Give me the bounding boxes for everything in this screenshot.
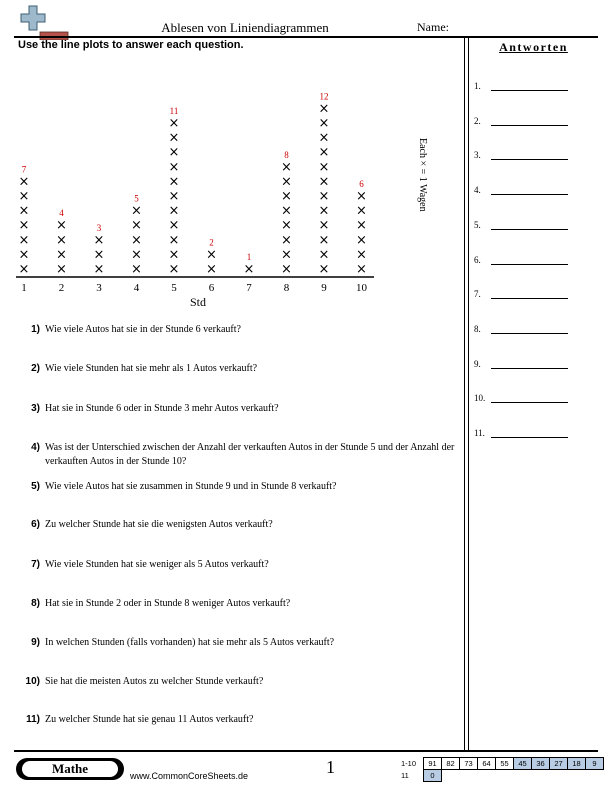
plot-x-mark: × xyxy=(318,145,330,161)
question-text: Hat sie in Stunde 2 oder in Stunde 8 weniger Autos verkauft? xyxy=(45,598,291,609)
plot-x-mark: × xyxy=(356,232,367,248)
plot-x-mark: × xyxy=(18,232,30,248)
answer-blank[interactable] xyxy=(491,368,568,369)
plot-x-mark: × xyxy=(356,247,367,263)
answer-row xyxy=(474,289,594,309)
count-label: 1 xyxy=(246,252,252,262)
name-label: Name: xyxy=(417,20,449,34)
plot-x-mark: × xyxy=(168,174,180,190)
score-table xyxy=(399,757,604,782)
question-number: 8) xyxy=(31,598,40,609)
answer-blank[interactable] xyxy=(491,298,568,299)
count-label: 6 xyxy=(359,179,364,189)
x-tick-label: 1 xyxy=(21,282,27,294)
x-tick-label: 9 xyxy=(321,282,327,294)
plot-x-mark: × xyxy=(131,203,142,219)
score-row-label: 11 xyxy=(401,771,409,780)
plot-x-mark: × xyxy=(168,218,180,234)
answer-blank[interactable] xyxy=(491,333,568,334)
plot-x-mark: × xyxy=(206,262,217,277)
count-label: 8 xyxy=(284,149,289,160)
plot-x-mark: × xyxy=(318,101,330,117)
question-number: 3) xyxy=(31,403,40,414)
count-label: 7 xyxy=(21,164,27,175)
plot-x-mark: × xyxy=(56,232,67,248)
answer-column-divider xyxy=(464,37,465,750)
plot-x-mark: × xyxy=(168,116,180,131)
answer-number: 11. xyxy=(474,428,485,438)
question-text: Zu welcher Stunde hat sie die wenigsten Autos verkauft? xyxy=(45,519,273,530)
plot-x-mark: × xyxy=(318,174,330,190)
question-text: In welchen Stunden (falls vorhanden) hat sie mehr als 5 Autos verkauft? xyxy=(45,637,335,648)
plot-x-mark: × xyxy=(18,174,30,190)
score-row xyxy=(399,758,604,770)
plot-key: Each × = 1 Wagen xyxy=(417,138,428,212)
plot-x-mark: × xyxy=(131,247,142,263)
question-text: Wie viele Autos hat sie in der Stunde 6 verkauft? xyxy=(45,324,241,335)
plot-x-mark: × xyxy=(281,174,292,190)
score-cell: 9 xyxy=(586,758,604,770)
score-cell: 18 xyxy=(568,758,586,770)
answer-blank[interactable] xyxy=(491,229,568,230)
answer-number: 1. xyxy=(474,81,481,91)
plot-x-mark: × xyxy=(18,218,30,234)
plot-x-mark: × xyxy=(56,218,67,234)
plot-x-mark: × xyxy=(318,247,330,263)
answer-number: 6. xyxy=(474,254,481,265)
question-number: 5) xyxy=(31,481,40,492)
plot-x-mark: × xyxy=(206,247,217,263)
score-row-label: 1-10 xyxy=(401,759,417,768)
question-text: Wie viele Stunden hat sie mehr als 1 Autos verkauft? xyxy=(45,363,258,374)
plot-x-mark: × xyxy=(281,189,292,204)
plot-x-mark: × xyxy=(281,262,292,277)
score-cell: 55 xyxy=(496,758,514,770)
question-number: 9) xyxy=(31,637,40,648)
page-number: 1 xyxy=(326,757,335,777)
subject-label: Mathe xyxy=(22,761,118,777)
plot-x-mark: × xyxy=(93,247,105,263)
x-tick-label: 8 xyxy=(283,282,290,294)
plot-x-mark: × xyxy=(18,203,30,219)
plot-x-mark: × xyxy=(18,262,30,277)
question-text: Wie viele Stunden hat sie weniger als 5 Autos verkauft? xyxy=(45,559,269,570)
count-label: 3 xyxy=(96,222,102,233)
x-tick-label: 10 xyxy=(356,282,367,294)
page-title: Ablesen von Liniendiagrammen xyxy=(161,20,329,35)
x-tick-label: 4 xyxy=(133,282,140,294)
score-cell: 27 xyxy=(550,758,568,770)
plot-x-mark: × xyxy=(243,262,255,277)
footer-divider xyxy=(14,750,598,752)
plot-x-mark: × xyxy=(318,130,330,146)
question-number: 10) xyxy=(25,676,40,687)
line-plot xyxy=(0,80,460,320)
plot-x-mark: × xyxy=(93,262,105,277)
plot-x-mark: × xyxy=(18,247,30,263)
answer-row xyxy=(474,150,594,170)
x-tick-label: 3 xyxy=(96,282,102,294)
plot-x-mark: × xyxy=(131,232,142,248)
x-tick-label: 7 xyxy=(246,282,252,294)
plot-x-mark: × xyxy=(56,262,67,277)
score-cell: 45 xyxy=(514,758,532,770)
plot-x-mark: × xyxy=(318,218,330,234)
site-url: www.CommonCoreSheets.de xyxy=(130,771,249,781)
answer-number: 10. xyxy=(474,393,486,404)
plot-x-mark: × xyxy=(281,203,292,219)
count-label: 2 xyxy=(209,237,214,248)
count-label: 4 xyxy=(59,208,64,219)
plot-x-mark: × xyxy=(93,232,105,248)
plot-x-mark: × xyxy=(356,262,367,277)
answer-blank[interactable] xyxy=(491,264,568,265)
score-cell: 36 xyxy=(532,758,550,770)
plot-x-mark: × xyxy=(318,159,330,175)
x-tick-label: 2 xyxy=(58,282,65,294)
question-text: Sie hat die meisten Autos zu welcher Stunde verkauft? xyxy=(45,676,264,687)
question-number: 7) xyxy=(31,559,40,570)
answer-blank[interactable] xyxy=(491,402,568,403)
plot-x-mark: × xyxy=(318,203,330,219)
answer-column-divider-inner xyxy=(468,37,469,750)
plot-x-mark: × xyxy=(281,232,292,248)
plot-x-mark: × xyxy=(281,247,292,263)
plot-x-mark: × xyxy=(356,203,367,219)
answer-row xyxy=(474,428,594,448)
plot-x-mark: × xyxy=(168,232,180,248)
answer-row xyxy=(474,116,594,136)
plot-x-mark: × xyxy=(168,247,180,263)
answer-row xyxy=(474,255,594,275)
answer-row xyxy=(474,393,594,413)
plot-x-mark: × xyxy=(281,159,292,175)
plot-x-mark: × xyxy=(168,145,180,161)
count-label: 5 xyxy=(134,193,139,204)
plot-x-mark: × xyxy=(318,189,330,204)
plot-x-mark: × xyxy=(18,189,30,204)
question-number: 11) xyxy=(26,714,40,725)
answer-blank[interactable] xyxy=(491,194,568,195)
answer-number: 5. xyxy=(474,219,481,230)
answer-number: 3. xyxy=(474,150,481,161)
score-cell: 91 xyxy=(424,758,442,770)
plot-x-mark: × xyxy=(168,189,180,204)
answer-blank[interactable] xyxy=(491,125,568,126)
answer-number: 9. xyxy=(474,358,481,369)
plot-x-mark: × xyxy=(168,203,180,219)
x-tick-label: 5 xyxy=(171,282,177,294)
answer-blank[interactable] xyxy=(491,159,568,160)
score-cell: 82 xyxy=(442,758,460,770)
answer-row xyxy=(474,185,594,205)
question-number: 2) xyxy=(31,363,40,374)
answer-number: 7. xyxy=(474,289,481,300)
x-tick-label: 6 xyxy=(208,282,215,294)
answers-heading: Antworten xyxy=(499,40,568,54)
answer-blank[interactable] xyxy=(491,90,568,91)
plot-x-mark: × xyxy=(356,189,367,204)
question-text: Was ist der Unterschied zwischen der Anzahl der verkauften Autos in der Stunde 5 und der Anzahl der verkauften Autos in der Stunde 10? xyxy=(45,442,455,467)
question-number: 1) xyxy=(31,324,40,335)
instructions: Use the line plots to answer each question. xyxy=(18,39,244,51)
plot-x-mark: × xyxy=(56,247,67,263)
answer-blank[interactable] xyxy=(491,437,568,438)
score-cell: 64 xyxy=(478,758,496,770)
plot-x-mark: × xyxy=(318,262,330,277)
score-cell: 0 xyxy=(424,770,442,782)
question-number: 4) xyxy=(31,442,40,453)
question-text: Wie viele Autos hat sie zusammen in Stunde 9 und in Stunde 8 verkauft? xyxy=(45,481,337,492)
answer-row xyxy=(474,324,594,344)
question-text: Hat sie in Stunde 6 oder in Stunde 3 mehr Autos verkauft? xyxy=(45,403,279,414)
score-row xyxy=(399,770,604,782)
plot-x-mark: × xyxy=(131,218,142,234)
plot-x-mark: × xyxy=(318,116,330,131)
count-label: 12 xyxy=(319,91,329,102)
question-text: Zu welcher Stunde hat sie genau 11 Autos verkauft? xyxy=(45,714,254,725)
plot-x-mark: × xyxy=(281,218,292,234)
plot-x-mark: × xyxy=(168,262,180,277)
answer-number: 2. xyxy=(474,115,481,126)
plot-x-mark: × xyxy=(318,232,330,248)
answer-row xyxy=(474,359,594,379)
header-divider xyxy=(14,36,598,38)
answer-number: 4. xyxy=(474,185,481,196)
plot-x-mark: × xyxy=(168,130,180,146)
plot-x-mark: × xyxy=(168,159,180,175)
score-cell: 73 xyxy=(460,758,478,770)
plot-x-mark: × xyxy=(356,218,367,234)
x-axis-label: Std xyxy=(189,295,207,309)
question-number: 6) xyxy=(31,519,40,530)
answer-row xyxy=(474,81,594,101)
plot-x-mark: × xyxy=(131,262,142,277)
answer-number: 8. xyxy=(474,323,481,334)
count-label: 11 xyxy=(169,106,179,116)
answer-row xyxy=(474,220,594,240)
